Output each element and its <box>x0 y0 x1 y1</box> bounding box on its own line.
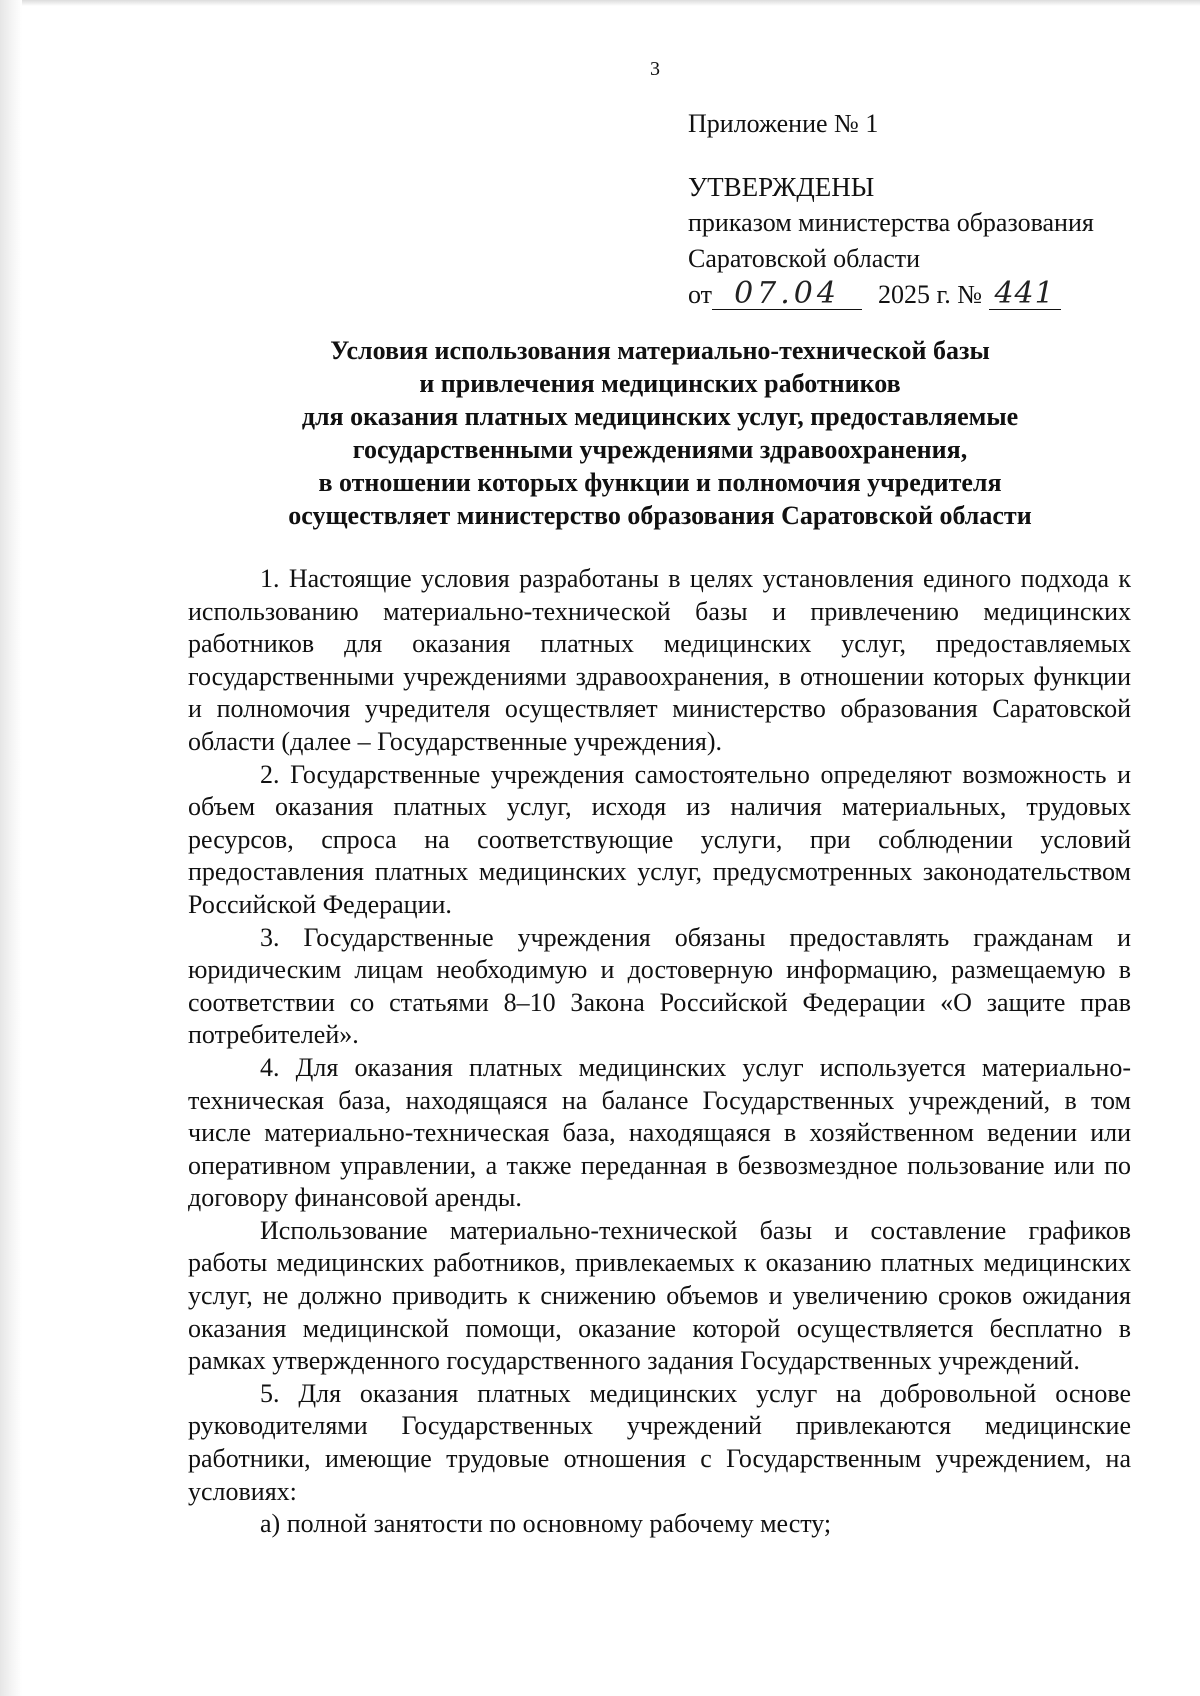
list-item-a: а) полной занятости по основному рабочему месту; <box>260 1509 832 1539</box>
scan-top-shadow <box>0 0 1200 6</box>
year-and-number-label: 2025 г. № <box>878 280 983 309</box>
title-line: осуществляет министерство образования Саратовской области <box>288 501 1032 530</box>
title-line: в отношении которых функции и полномочия учредителя <box>318 468 1002 497</box>
title-line: Условия использования материально-технической базы <box>330 336 990 365</box>
paragraph-1: 1. Настоящие условия разработаны в целях установления единого подхода к использованию материально-технической базы и привлечению медицинских работников для оказания платных медицинских услуг, предоставляемых государственными учреждениями здравоохранения, в отношении которых функции и полномочия учредителя осуществляет министерство образования Саратовской области (далее – Государственные учреждения). <box>188 564 1131 756</box>
paragraph-4-continued: Использование материально-технической базы и составление графиков работы медицинских работников, привлекаемых к оказанию платных медицинских услуг, не должно приводить к снижению объемов и увеличению сроков ожидания оказания медицинской помощи, оказание которой осуществляется бесплатно в рамках утвержденного государственного задания Государственных учреждений. <box>188 1215 1131 1376</box>
title-line: и привлечения медицинских работников <box>419 369 901 398</box>
handwritten-date: 07.04 <box>712 279 862 310</box>
order-date-line <box>688 277 1158 313</box>
paragraph-3: 3. Государственные учреждения обязаны предоставлять гражданам и юридическим лицам необходимую и достоверную информацию, размещаемую в соответствии со статьями 8–10 Закона Российской Федерации «О защите прав потребителей». <box>188 922 1131 1050</box>
region-line: Саратовской области <box>688 244 921 273</box>
document-body <box>188 563 1131 1541</box>
paragraph-4: 4. Для оказания платных медицинских услуг используется материально-техническая база, находящаяся на балансе Государственных учреждений, в том числе материально-техническая база, находящаяся в хозяйственном ведении или оперативном управлении, а также переданная в безвозмездное пользование или по договору финансовой аренды. <box>188 1052 1131 1213</box>
page-number: 3 <box>650 58 660 80</box>
approval-block <box>688 106 1158 313</box>
date-prefix: от <box>688 280 713 309</box>
document-title <box>190 334 1130 532</box>
title-line: государственными учреждениями здравоохранения, <box>352 435 968 464</box>
handwritten-order-number: 441 <box>989 279 1061 310</box>
approved-by-line: приказом министерства образования <box>688 208 1094 237</box>
paragraph-2: 2. Государственные учреждения самостоятельно определяют возможность и объем оказания платных услуг, исходя из наличия материальных, трудовых ресурсов, спроса на соответствующие услуги, при соблюдении условий предоставления платных медицинских услуг, предусмотренных законодательством Российской Федерации. <box>188 759 1131 919</box>
annex-label: Приложение № 1 <box>688 109 879 138</box>
title-line: для оказания платных медицинских услуг, предоставляемые <box>301 402 1019 431</box>
approved-heading: УТВЕРЖДЕНЫ <box>688 172 875 202</box>
scan-left-shadow <box>0 0 22 1696</box>
paragraph-5: 5. Для оказания платных медицинских услуг на добровольной основе руководителями Государственных учреждений привлекаются медицинские работники, имеющие трудовые отношения с Государственным учреждением, на условиях: <box>188 1378 1131 1506</box>
